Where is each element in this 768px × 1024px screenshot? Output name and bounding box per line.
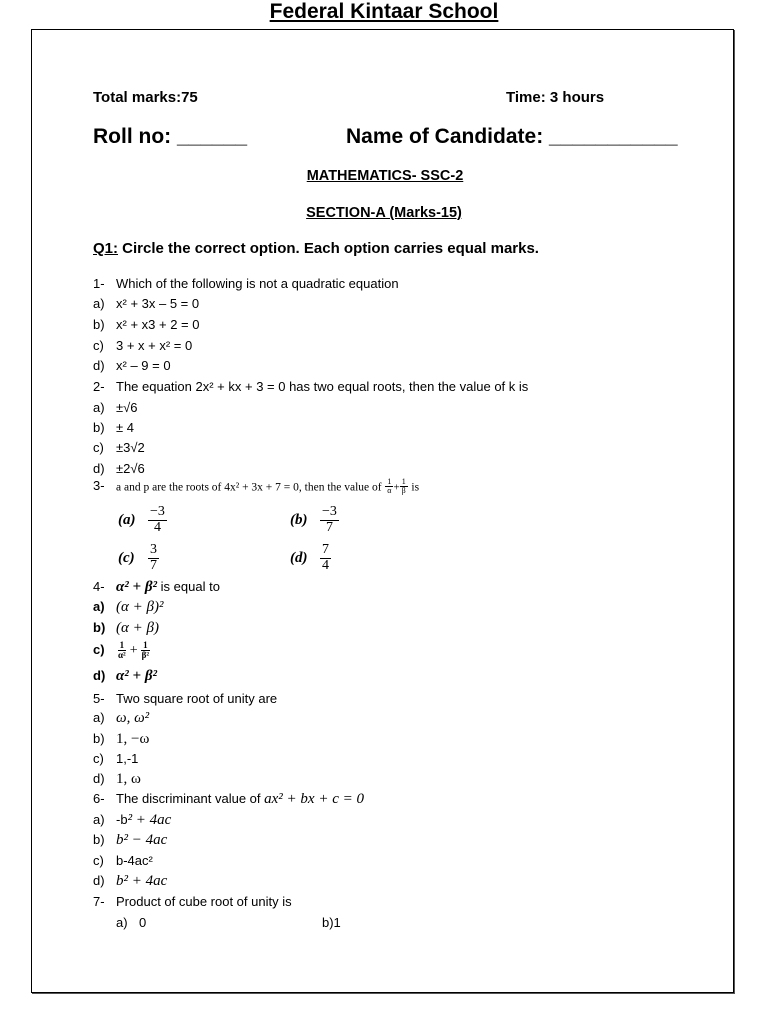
option-fraction: $\frac{-3}{7}$ — [322, 504, 337, 535]
fraction-one-over-alpha-sq: $\frac{1}{\text{α²}}$ — [118, 640, 126, 661]
option-label: a) — [93, 710, 105, 725]
option-text: 1, −ω — [116, 731, 150, 747]
question-5 — [93, 691, 277, 706]
question-number: 5- — [93, 691, 105, 706]
option-1a[interactable] — [93, 296, 199, 311]
option-text: ±2√6 — [116, 461, 145, 476]
option-5b[interactable] — [93, 731, 149, 748]
option-label: c) — [93, 751, 104, 766]
option-fraction: $\frac{7}{4}$ — [322, 542, 329, 573]
option-label: a) — [93, 812, 105, 827]
question-6 — [93, 791, 364, 808]
option-label: d) — [93, 461, 105, 476]
plus-sign: + — [129, 643, 138, 659]
option-6b[interactable] — [93, 832, 167, 849]
option-2b[interactable] — [93, 420, 134, 435]
question-text: Product of cube root of unity is — [116, 894, 292, 909]
question-text: Which of the following is not a quadratic equation — [116, 276, 399, 291]
option-label: (c) — [118, 549, 135, 566]
option-label: c) — [93, 440, 104, 455]
question-3 — [93, 478, 419, 496]
option-label: b) — [93, 731, 105, 746]
section-heading: SECTION-A (Marks-15) — [306, 205, 462, 221]
time-allowed: Time: 3 hours — [506, 89, 605, 106]
option-6d[interactable] — [93, 873, 167, 890]
option-label: a) — [116, 915, 128, 930]
option-2c[interactable] — [93, 440, 145, 455]
option-2a[interactable] — [93, 400, 138, 415]
option-6a[interactable] — [93, 812, 171, 829]
option-label: (b) — [290, 511, 308, 528]
option-label: d) — [93, 771, 105, 786]
option-label: c) — [93, 853, 104, 868]
option-math: b² − 4ac — [116, 832, 168, 848]
question-text: The discriminant value of — [116, 791, 261, 806]
option-4b[interactable] — [93, 620, 159, 637]
option-label: b) — [93, 317, 105, 332]
fraction-one-over-alpha: $\frac{1}{\alpha}$ — [387, 477, 392, 496]
option-label: b) — [93, 832, 105, 847]
question-number: 7- — [93, 894, 105, 909]
option-text: x² + x3 + 2 = 0 — [116, 317, 200, 332]
candidate-name-field: Name of Candidate: ___________ — [346, 125, 678, 148]
option-text: 0 — [139, 915, 147, 930]
subject-heading: MATHEMATICS- SSC-2 — [306, 168, 464, 184]
option-7b[interactable] — [322, 915, 341, 930]
option-text: x² – 9 = 0 — [116, 358, 171, 373]
option-text: b-4ac² — [116, 853, 153, 868]
option-label: d) — [93, 358, 105, 373]
option-label: a) — [93, 400, 105, 415]
school-title: Federal Kintaar School — [269, 0, 499, 23]
question-number: 4- — [93, 579, 105, 594]
option-text: ω, ω² — [116, 710, 150, 726]
option-text: ±3√2 — [116, 440, 145, 455]
option-3a[interactable] — [118, 505, 167, 535]
option-math: ² + 4ac — [127, 812, 172, 828]
option-3d[interactable] — [290, 543, 331, 573]
option-7a[interactable] — [116, 915, 146, 930]
q1-instruction — [93, 240, 539, 257]
option-1d[interactable] — [93, 358, 171, 373]
fraction-one-over-beta: $\frac{1}{\beta}$ — [401, 477, 406, 496]
option-fraction: $\frac{-3}{4}$ — [150, 504, 165, 535]
option-label: (a) — [118, 511, 136, 528]
question-text: Two square root of unity are — [116, 691, 278, 706]
option-text: ±√6 — [116, 400, 138, 415]
option-1b[interactable] — [93, 317, 199, 332]
option-3b[interactable] — [290, 505, 339, 535]
question-text-end: is — [411, 481, 420, 494]
question-4 — [93, 579, 220, 596]
option-text: (α + β) — [116, 620, 159, 636]
question-number: 3- — [93, 478, 105, 494]
option-text: (α + β)² — [116, 599, 164, 615]
question-7 — [93, 894, 292, 909]
q1-text: Circle the correct option. Each option carries equal marks. — [118, 240, 539, 257]
option-5d[interactable] — [93, 771, 141, 788]
roll-no-field: Roll no: ______ — [93, 125, 248, 148]
option-text: ± 4 — [116, 420, 134, 435]
question-2 — [93, 379, 528, 394]
option-4d[interactable] — [93, 668, 157, 685]
question-text: The equation 2x² + kx + 3 = 0 has two equal roots, then the value of k is — [116, 379, 529, 394]
option-math: b² + 4ac — [116, 873, 168, 889]
option-text: 3 + x + x² = 0 — [116, 338, 193, 353]
question-text: is equal to — [160, 579, 220, 594]
option-text: 1, ω — [116, 771, 141, 787]
option-label: a) — [93, 296, 105, 311]
q1-label: Q1: — [93, 240, 119, 257]
fraction-one-over-beta-sq: $\frac{1}{\text{β²}}$ — [141, 640, 150, 661]
option-label: (d) — [290, 549, 308, 566]
question-1 — [93, 276, 399, 291]
question-number: 2- — [93, 379, 105, 394]
question-math: α² + β² — [116, 579, 158, 595]
option-text: 1,-1 — [116, 751, 139, 766]
option-1c[interactable] — [93, 338, 192, 353]
option-fraction: $\frac{3}{7}$ — [150, 542, 157, 573]
plus-sign: + — [393, 481, 400, 494]
option-5a[interactable] — [93, 710, 149, 727]
option-text: b)1 — [322, 915, 341, 930]
question-number: 1- — [93, 276, 105, 291]
option-label: c) — [93, 338, 104, 353]
option-label: b) — [93, 620, 106, 635]
option-6c[interactable] — [93, 853, 153, 868]
question-number: 6- — [93, 791, 105, 806]
option-label: d) — [93, 873, 105, 888]
option-4a[interactable] — [93, 599, 163, 616]
total-marks: Total marks:75 — [93, 89, 198, 106]
option-text: -b — [116, 812, 128, 827]
option-label: c) — [93, 642, 105, 658]
option-text: α² + β² — [116, 668, 158, 684]
question-text: a and p are the roots of 4x² + 3x + 7 = 0, then the value of — [116, 481, 382, 494]
option-text: x² + 3x – 5 = 0 — [116, 296, 200, 311]
option-2d[interactable] — [93, 461, 145, 476]
option-5c[interactable] — [93, 751, 138, 766]
question-math: ax² + bx + c = 0 — [264, 791, 364, 807]
option-label: b) — [93, 420, 105, 435]
option-3c[interactable] — [118, 543, 159, 573]
option-label: a) — [93, 599, 105, 614]
option-label: d) — [93, 668, 106, 683]
option-4c[interactable] — [93, 641, 151, 661]
